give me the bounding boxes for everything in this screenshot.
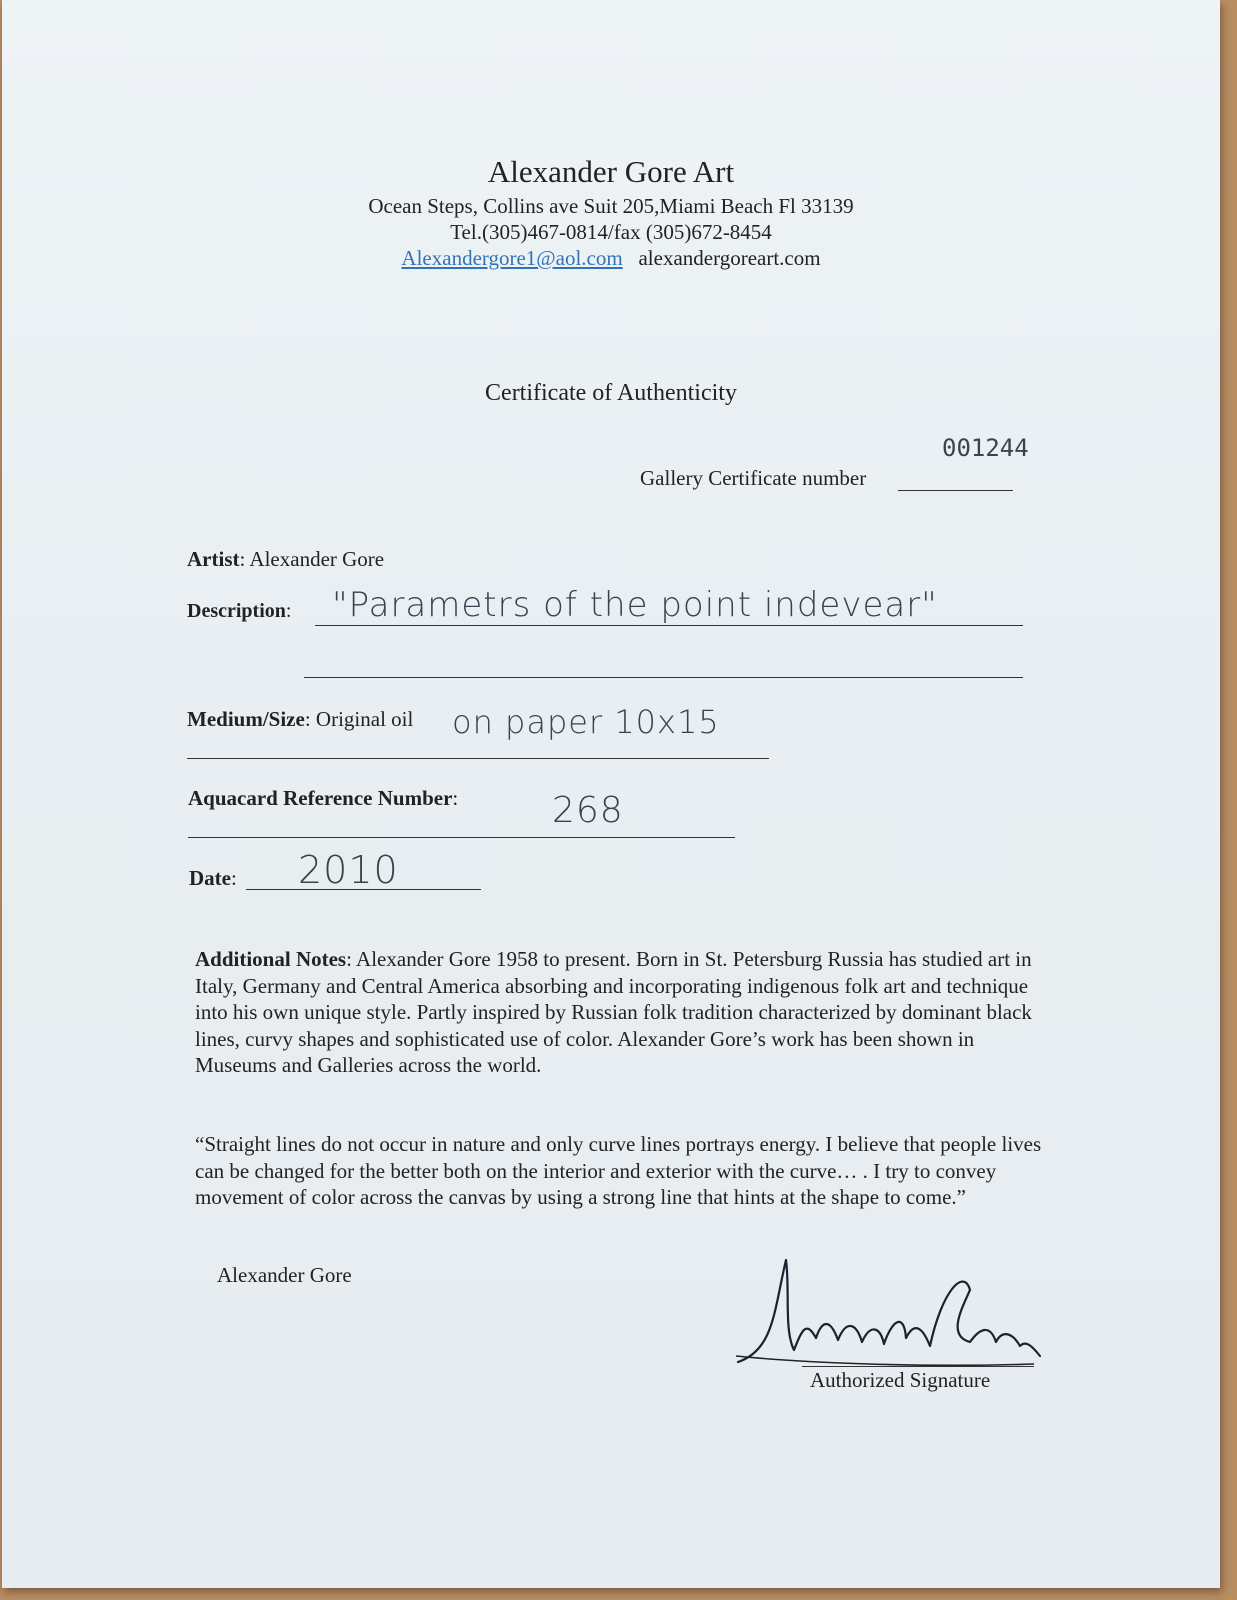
additional-notes: Additional Notes: Alexander Gore 1958 to present. Born in St. Petersburg Russia has studied art in Italy, Germany and Central America absorbing and incorporating indigenous folk art and technique into his own unique style. Partly inspired by Russian folk tradition characterized by dominant black lines, curvy shapes and sophisticated use of color. Alexander Gore’s work has been shown in Museums and Galleries across the world.: [195, 947, 1032, 1077]
reference-handwritten: 268: [552, 790, 624, 831]
date-label: Date: [189, 866, 231, 890]
artist-field: Artist: Alexander Gore: [187, 547, 385, 571]
description-label: Description: [187, 600, 286, 622]
email-link[interactable]: Alexandergore1@aol.com: [401, 246, 623, 270]
signature-scribble: [734, 1250, 1044, 1370]
signature-line: [802, 1366, 1034, 1367]
date-field: Date:: [189, 866, 237, 890]
signature-label: Authorized Signature: [810, 1368, 991, 1392]
company-name: Alexander Gore Art: [487, 154, 735, 189]
artist-value: Alexander Gore: [249, 547, 385, 571]
reference-line: [188, 837, 735, 838]
reference-field: Aquacard Reference Number:: [188, 786, 459, 810]
additional-notes-label: Additional Notes: [195, 947, 347, 971]
description-line-1: [315, 625, 1023, 626]
certificate-number-stamp: 001244: [942, 434, 1029, 462]
description-line-2: [304, 677, 1023, 678]
medium-handwritten: on paper 10x15: [452, 703, 720, 741]
company-address: Ocean Steps, Collins ave Suit 205,Miami Beach Fl 33139: [368, 194, 854, 218]
medium-line: [187, 758, 769, 759]
additional-notes-text: Alexander Gore 1958 to present. Born in St. Petersburg Russia has studied art in Italy, Germany and Central America absorbing and incorporating indigenous folk art and technique into his own unique style. Partly inspired by Russian folk tradition characterized by dominant black lines, curvy shapes and sophisticated use of color. Alexander Gore’s work has been shown in Museums and Galleries across the world.: [195, 947, 1032, 1077]
artist-quote: “Straight lines do not occur in nature and only curve lines portrays energy. I believe that people lives can be changed for the better both on the interior and exterior with the curve… . I try to convey movement of color across the canvas by using a strong line that hints at the shape to come.”: [195, 1132, 1042, 1209]
handwritten-signature: [734, 1250, 1044, 1370]
artist-label: Artist: [187, 547, 240, 571]
website-text: alexandergoreart.com: [638, 246, 821, 270]
contact-line: [2, 246, 1220, 271]
certificate-number-line: [898, 490, 1013, 491]
quote-author: Alexander Gore: [217, 1263, 352, 1287]
company-phone: Tel.(305)467-0814/fax (305)672-8454: [450, 220, 772, 244]
reference-label: Aquacard Reference Number: [188, 786, 453, 810]
medium-label: Medium/Size: [187, 707, 305, 731]
medium-field: Medium/Size: Original oil: [187, 707, 414, 731]
date-handwritten: 2010: [298, 848, 399, 892]
certificate-paper: [2, 0, 1220, 1588]
page-title: Certificate of Authenticity: [485, 380, 737, 406]
date-line: [246, 889, 481, 890]
certificate-number-label: Gallery Certificate number: [640, 466, 867, 490]
description-field: Description:: [187, 600, 292, 622]
medium-printed: Original oil: [315, 707, 414, 731]
description-handwritten: "Parametrs of the point indevear": [332, 585, 938, 625]
